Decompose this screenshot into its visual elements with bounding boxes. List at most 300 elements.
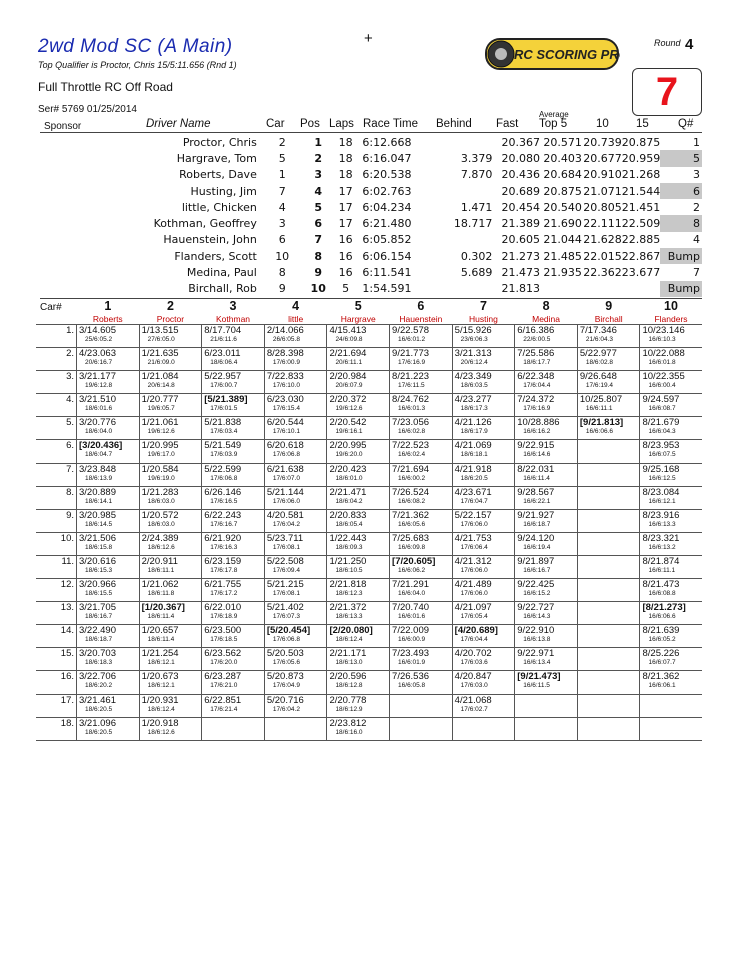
- lap-cell: [452, 694, 515, 717]
- fast-lap: 20.436: [501, 168, 540, 182]
- lap-cell: [515, 555, 578, 578]
- lap-projection: 18/6:15.5: [85, 590, 113, 598]
- lap-cell: [202, 325, 265, 348]
- lap-time: 2/20.995: [329, 440, 367, 452]
- avg-top10: 22.362: [583, 266, 622, 280]
- lap-projection: 16/6:06.1: [648, 682, 676, 690]
- lap-cell: [202, 717, 265, 740]
- race-time: 6:02.763: [362, 184, 412, 198]
- race-time: 6:05.852: [362, 233, 412, 247]
- race-time: 6:06.154: [362, 249, 412, 263]
- lap-projection: 19/6:12.6: [147, 428, 175, 436]
- avg-top10: 21.071: [583, 184, 622, 198]
- lap-cell: [139, 579, 202, 602]
- lap-time: 5/21.549: [204, 440, 242, 452]
- svg-text:RC SCORING PRO: RC SCORING PRO: [514, 47, 620, 62]
- lap-projection: 18/6:01.0: [335, 474, 363, 482]
- lap-projection: 18/6:12.6: [147, 543, 175, 551]
- car-number-label: Car#: [40, 302, 62, 313]
- avg-top10: 22.015: [583, 249, 622, 263]
- result-row: [40, 215, 702, 231]
- lap-cell: [264, 555, 327, 578]
- lap-cell: [390, 579, 453, 602]
- lap-cell: [139, 440, 202, 463]
- lap-projection: 21/6:09.0: [147, 359, 175, 367]
- lap-cell: [202, 486, 265, 509]
- lap-projection: 18/6:14.5: [85, 520, 113, 528]
- lap-projection: 16/6:08.2: [398, 497, 426, 505]
- avg-top15: [622, 281, 661, 297]
- lap-time: 10/28.886: [517, 417, 560, 429]
- lap-cell: [577, 532, 640, 555]
- lap-time: 1/20.572: [141, 509, 179, 521]
- lap-cell: [202, 579, 265, 602]
- lap-projection: 18/6:17.7: [523, 359, 551, 367]
- driver-name: Flanders, Scott: [174, 249, 257, 263]
- lap-row: [36, 509, 702, 532]
- qualify-number: 8: [660, 215, 702, 231]
- lap-projection: 17/6:06.0: [272, 497, 300, 505]
- lap-time: 9/21.897: [517, 555, 555, 567]
- car-column-number: 9: [605, 299, 613, 313]
- lap-cell: [515, 509, 578, 532]
- lap-projection: 16/6:09.8: [398, 543, 426, 551]
- lap-time: 8/21.362: [642, 671, 680, 683]
- lap-projection: 18/6:11.4: [147, 636, 175, 644]
- lap-cell: [202, 671, 265, 694]
- lap-projection: 17/6:03.6: [460, 659, 488, 667]
- lap-cell: [202, 532, 265, 555]
- car-column-driver: Hargrave: [327, 313, 390, 325]
- heat-number-box: 7: [632, 68, 702, 116]
- behind: [439, 134, 492, 150]
- lap-time: 10/22.088: [642, 348, 685, 360]
- avg-top15: 20.875: [621, 135, 661, 149]
- avg-top5: 20.684: [543, 168, 582, 182]
- race-time: 6:12.668: [362, 135, 412, 149]
- lap-projection: 18/6:12.3: [335, 590, 363, 598]
- position: 3: [314, 168, 323, 182]
- lap-time: 6/22.010: [204, 602, 242, 614]
- avg-top10: 21.628: [583, 233, 622, 247]
- position: 2: [314, 151, 323, 165]
- result-row: [40, 183, 702, 199]
- lap-projection: 24/6:09.8: [335, 336, 363, 343]
- lap-cell: [139, 509, 202, 532]
- result-row: [40, 167, 702, 183]
- lap-time: 9/21.773: [392, 348, 430, 360]
- lap-projection: 17/6:16.5: [210, 497, 238, 505]
- col-fast: Fast: [496, 118, 519, 130]
- behind: [439, 281, 492, 297]
- lap-projection: 23/6:06.3: [460, 336, 488, 343]
- lap-cell: [577, 602, 640, 625]
- lap-time: 3/23.848: [79, 463, 116, 475]
- lap-projection: 16/6:02.4: [398, 451, 426, 459]
- behind: 5.689: [460, 266, 493, 280]
- lap-cell: [452, 394, 515, 417]
- lap-time: 6/20.544: [266, 417, 304, 429]
- lap-number: 4.: [66, 394, 74, 406]
- lap-projection: 17/6:04.7: [460, 497, 488, 505]
- lap-cell: [327, 625, 390, 648]
- car-number: 9: [278, 282, 286, 296]
- lap-time: 6/21.638: [266, 463, 304, 475]
- lap-projection: 17/6:01.5: [210, 405, 238, 413]
- lap-projection: 16/6:22.1: [523, 497, 551, 505]
- lap-projection: 18/6:05.4: [335, 520, 363, 528]
- lap-row: [36, 463, 702, 486]
- behind: 18.717: [453, 217, 493, 231]
- lap-projection: 16/6:05.2: [648, 636, 676, 644]
- lap-time: 3/20.985: [79, 509, 116, 521]
- lap-projection: 18/6:10.5: [335, 566, 363, 574]
- lap-cell: [77, 348, 140, 371]
- lap-number: 7.: [66, 463, 74, 475]
- lap-cell: [327, 463, 390, 486]
- lap-cell: [202, 348, 265, 371]
- lap-time: 1/21.061: [141, 417, 179, 429]
- lap-projection: 22/6:00.5: [523, 336, 551, 343]
- lap-projection: 18/6:12.9: [335, 705, 363, 713]
- avg-top15: 21.268: [621, 168, 661, 182]
- lap-projection: 16/6:00.4: [648, 382, 676, 390]
- qualify-number: 7: [693, 266, 700, 280]
- lap-projection: 18/6:12.6: [147, 728, 175, 736]
- col-car: Car: [266, 118, 285, 130]
- lap-cell: [139, 671, 202, 694]
- lap-projection: 19/6:12.6: [335, 405, 363, 413]
- lap-cell: [640, 417, 702, 440]
- lap-time: [9/21.473]: [517, 671, 561, 683]
- driver-name: Birchall, Rob: [188, 282, 257, 296]
- lap-time: 2/21.372: [329, 602, 367, 614]
- lap-projection: 19/6:19.0: [147, 474, 175, 482]
- car-column-number: 4: [292, 299, 300, 313]
- lap-time: 3/21.313: [454, 348, 492, 360]
- car-number: 3: [278, 217, 286, 231]
- lap-projection: 18/6:04.0: [85, 428, 113, 436]
- lap-time: 3/22.490: [79, 625, 116, 637]
- lap-time: 3/20.703: [79, 648, 116, 660]
- lap-projection: 19/6:17.0: [147, 451, 175, 459]
- lap-cell: [640, 602, 702, 625]
- lap-projection: 17/6:08.1: [272, 590, 300, 598]
- lap-projection: 16/6:06.2: [398, 566, 426, 574]
- lap-projection: 16/6:13.8: [523, 636, 551, 644]
- lap-cell: [390, 371, 453, 394]
- lap-time: 1/20.673: [141, 671, 179, 683]
- lap-cell: [452, 486, 515, 509]
- top-qualifier: Top Qualifier is Proctor, Chris 15/5:11.656 (Rnd 1): [38, 60, 237, 70]
- lap-time: 1/20.657: [141, 625, 179, 637]
- col-qnum: Q#: [678, 118, 694, 130]
- lap-cell: [452, 602, 515, 625]
- lap-number-cell: [36, 348, 77, 371]
- lap-number: 2.: [66, 348, 74, 360]
- lap-row: [36, 486, 702, 509]
- lap-cell: [202, 371, 265, 394]
- lap-projection: 16/6:15.2: [523, 590, 551, 598]
- lap-projection: 18/6:14.1: [85, 497, 113, 505]
- lap-projection: 18/6:01.6: [85, 405, 113, 413]
- lap-time: 2/20.423: [329, 463, 367, 475]
- lap-time: 7/20.740: [392, 602, 430, 614]
- lap-number-cell: [36, 648, 77, 671]
- lap-time: 4/20.581: [266, 509, 304, 521]
- lap-projection: 17/6:10.1: [272, 428, 300, 436]
- track-name: Full Throttle RC Off Road: [38, 80, 173, 94]
- behind: 1.471: [460, 200, 493, 214]
- lap-cell: [452, 625, 515, 648]
- lap-row: [36, 348, 702, 371]
- lap-row: [36, 371, 702, 394]
- lap-time: 8/23.084: [642, 486, 680, 498]
- lap-projection: 18/6:16.7: [85, 613, 113, 621]
- lap-cell: [139, 648, 202, 671]
- lap-projection: 17/6:03.4: [210, 428, 238, 436]
- lap-time: 7/23.493: [392, 648, 430, 660]
- lap-projection: 16/6:14.6: [523, 451, 551, 459]
- lap-projection: 16/6:04.3: [648, 428, 676, 436]
- avg-top5: 20.875: [543, 184, 582, 198]
- lap-projection: 18/6:12.1: [147, 682, 175, 690]
- car-number: 8: [278, 266, 286, 280]
- lap-time: 5/21.402: [266, 602, 304, 614]
- lap-cell: [264, 717, 327, 740]
- lap-time: 9/22.578: [392, 325, 430, 336]
- lap-time: 5/22.957: [204, 371, 242, 383]
- laps: 17: [338, 200, 353, 214]
- lap-time: 4/21.126: [454, 417, 492, 429]
- lap-cell: [452, 555, 515, 578]
- lap-time: 5/20.716: [266, 694, 304, 706]
- lap-cell: [390, 625, 453, 648]
- lap-projection: 17/6:03.9: [210, 451, 238, 459]
- lap-time: 7/26.536: [392, 671, 430, 683]
- race-time: 1:54.591: [362, 282, 412, 296]
- lap-cell: [515, 463, 578, 486]
- lap-projection: 18/6:20.5: [85, 705, 113, 713]
- avg-top5: 20.540: [543, 200, 582, 214]
- lap-projection: 16/6:06.6: [585, 428, 613, 436]
- lap-cell: [452, 509, 515, 532]
- lap-cell: [327, 417, 390, 440]
- behind: [439, 183, 492, 199]
- lap-time: 4/20.847: [454, 671, 492, 683]
- lap-projection: 18/6:12.8: [335, 682, 363, 690]
- lap-cell: [640, 671, 702, 694]
- serial-date: Ser# 5769 01/25/2014: [38, 104, 137, 115]
- lap-number-cell: [36, 440, 77, 463]
- driver-name: Proctor, Chris: [182, 135, 257, 149]
- lap-cell: [515, 532, 578, 555]
- lap-projection: 18/6:18.3: [85, 659, 113, 667]
- lap-projection: 18/6:18.1: [460, 451, 488, 459]
- fast-lap: 20.080: [501, 151, 540, 165]
- race-time: 6:20.538: [362, 168, 412, 182]
- lap-time: 8/23.916: [642, 509, 680, 521]
- lap-time: 3/20.966: [79, 579, 116, 591]
- lap-projection: 18/6:13.9: [85, 474, 113, 482]
- lap-cell: [202, 648, 265, 671]
- fast-lap: 21.813: [501, 282, 540, 296]
- lap-cell: [640, 532, 702, 555]
- lap-number: 9.: [66, 509, 74, 521]
- behind: 7.870: [460, 168, 493, 182]
- lap-time: 5/22.508: [266, 555, 304, 567]
- lap-projection: 17/6:00.7: [210, 382, 238, 390]
- lap-time: 5/22.977: [579, 348, 617, 360]
- lap-cell: [77, 417, 140, 440]
- lap-cell: [139, 486, 202, 509]
- lap-cell: [202, 625, 265, 648]
- lap-projection: 16/6:01.2: [398, 336, 426, 343]
- lap-time: 7/25.683: [392, 532, 430, 544]
- lap-time: 6/23.030: [266, 394, 304, 406]
- car-column-number: 1: [104, 299, 112, 313]
- lap-row: [36, 625, 702, 648]
- lap-time: 2/20.596: [329, 671, 367, 683]
- lap-projection: 17/6:06.0: [460, 566, 488, 574]
- col-pos: Pos: [300, 118, 320, 130]
- lap-projection: 17/6:15.4: [272, 405, 300, 413]
- lap-projection: 18/6:04.7: [85, 451, 113, 459]
- lap-projection: 18/6:15.3: [85, 566, 113, 574]
- lap-projection: 17/6:06.0: [460, 520, 488, 528]
- lap-cell: [77, 671, 140, 694]
- lap-cell: [77, 602, 140, 625]
- avg-top10: [582, 281, 622, 297]
- lap-cell: [577, 463, 640, 486]
- lap-chart: [36, 299, 702, 741]
- lap-projection: 18/6:03.5: [460, 382, 488, 390]
- lap-cell: [390, 602, 453, 625]
- fast-lap: 21.389: [501, 217, 540, 231]
- lap-time: 2/14.066: [266, 325, 304, 336]
- lap-time: [2/20.080]: [329, 625, 373, 637]
- lap-projection: 16/6:11.4: [523, 474, 550, 482]
- lap-projection: 17/6:08.1: [272, 543, 300, 551]
- lap-cell: [202, 463, 265, 486]
- lap-projection: 17/6:05.6: [272, 659, 300, 667]
- lap-time: 1/20.931: [141, 694, 179, 706]
- lap-cell: [264, 463, 327, 486]
- lap-number-cell: [36, 371, 77, 394]
- lap-time: [5/20.454]: [266, 625, 311, 637]
- qualify-number: 5: [660, 150, 702, 166]
- lap-cell: [577, 671, 640, 694]
- lap-number-cell: [36, 671, 77, 694]
- lap-time: 8/21.473: [642, 579, 680, 591]
- lap-time: 5/15.926: [454, 325, 492, 336]
- lap-projection: 16/6:16.7: [523, 566, 551, 574]
- lap-cell: [452, 417, 515, 440]
- lap-projection: 17/6:04.2: [272, 520, 300, 528]
- lap-projection: 17/6:11.5: [398, 382, 425, 390]
- lap-time: 6/23.159: [204, 555, 242, 567]
- lap-time: 5/23.711: [266, 532, 304, 544]
- lap-cell: [515, 325, 578, 348]
- lap-projection: 26/6:05.8: [272, 336, 300, 343]
- lap-time: 2/20.372: [329, 394, 367, 406]
- lap-projection: 18/6:02.8: [585, 359, 613, 367]
- lap-projection: 19/6:05.7: [147, 405, 175, 413]
- laps: 17: [338, 217, 353, 231]
- lap-time: 3/21.506: [79, 532, 116, 544]
- lap-cell: [390, 417, 453, 440]
- lap-time: 2/21.471: [329, 486, 367, 498]
- driver-name: Hauenstein, John: [163, 233, 257, 247]
- lap-cell: [77, 694, 140, 717]
- lap-time: 2/20.778: [329, 694, 367, 706]
- lap-time: 9/22.971: [517, 648, 555, 660]
- lap-cell: [452, 671, 515, 694]
- lap-time: 8/21.679: [642, 417, 680, 429]
- lap-time: 8/28.398: [266, 348, 304, 360]
- lap-projection: 16/6:01.8: [648, 359, 676, 367]
- lap-cell: [640, 348, 702, 371]
- lap-cell: [577, 417, 640, 440]
- avg-top15: 22.509: [621, 217, 661, 231]
- car-number: 5: [278, 151, 286, 165]
- lap-time: 4/21.069: [454, 440, 492, 452]
- lap-projection: 18/6:11.8: [147, 590, 175, 598]
- lap-cell: [264, 532, 327, 555]
- lap-cell: [452, 717, 515, 740]
- lap-projection: 18/6:03.0: [147, 520, 175, 528]
- result-row: [40, 150, 702, 166]
- fast-lap: 20.605: [501, 233, 540, 247]
- lap-projection: 18/6:20.5: [85, 728, 113, 736]
- lap-projection: 18/6:16.0: [335, 728, 363, 736]
- lap-cell: [327, 509, 390, 532]
- lap-time: 6/26.146: [204, 486, 242, 498]
- car-column-driver: Hauenstein: [390, 313, 453, 325]
- lap-time: 7/26.524: [392, 486, 430, 498]
- lap-projection: 16/6:16.2: [523, 428, 551, 436]
- lap-time: 9/28.567: [517, 486, 555, 498]
- lap-projection: 17/6:07.0: [272, 474, 300, 482]
- lap-time: 7/25.586: [517, 348, 555, 360]
- lap-projection: 18/6:04.2: [335, 497, 363, 505]
- lap-projection: 16/6:10.3: [648, 336, 676, 343]
- fast-lap: 21.473: [501, 266, 540, 280]
- lap-time: [8/21.273]: [642, 602, 686, 614]
- avg-top10: 20.739: [583, 135, 622, 149]
- lap-projection: 18/6:13.0: [335, 659, 363, 667]
- lap-row: [36, 671, 702, 694]
- position: 1: [314, 135, 323, 149]
- lap-projection: 17/6:06.8: [210, 474, 238, 482]
- lap-projection: 18/6:18.7: [85, 636, 113, 644]
- lap-projection: 17/6:19.4: [585, 382, 613, 390]
- lap-time: 4/23.277: [454, 394, 492, 406]
- lap-cell: [139, 602, 202, 625]
- lap-row: [36, 440, 702, 463]
- lap-projection: 18/6:13.3: [335, 613, 363, 621]
- driver-name: little, Chicken: [181, 200, 257, 214]
- lap-cell: [327, 440, 390, 463]
- lap-projection: 16/6:01.3: [398, 405, 426, 413]
- lap-number-cell: [36, 717, 77, 740]
- avg-top5: 21.485: [543, 249, 582, 263]
- col-top5: Top 5: [539, 118, 568, 130]
- lap-cell: [77, 371, 140, 394]
- lap-cell: [577, 440, 640, 463]
- lap-projection: 16/6:08.8: [648, 590, 676, 598]
- lap-cell: [640, 486, 702, 509]
